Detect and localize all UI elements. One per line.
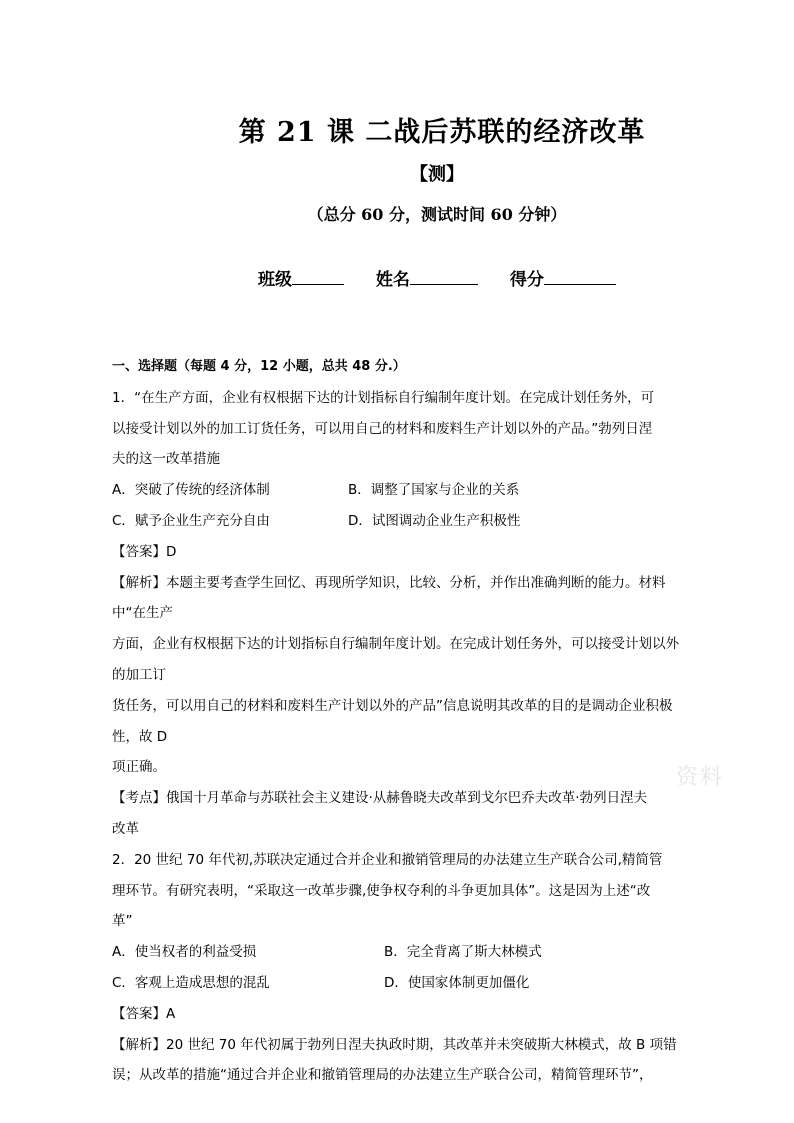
q1-options-row [112,506,684,537]
class-label: 班级 [258,270,292,290]
score-blank[interactable] [544,266,616,285]
name-label: 姓名 [375,270,410,290]
score-info: （总分 60 分，测试时间 60 分钟） [307,205,567,224]
q2-option-d: D．使国家体制更加僵化 [384,974,530,991]
q2-option-a: A．使当权者的利益受损 [112,944,257,961]
q1-analysis-line: 方面，企业有权根据下达的计划指标自行编制年度计划。在完成计划任务外，可以接受计划以外的加工订 [112,636,679,683]
score-label: 得分 [509,270,544,290]
q1-analysis-line: 【解析】本题主要考查学生回忆、再现所学知识，比较、分析，并作出准确判断的能力。材料中“在生产 [112,574,666,622]
page-subtitle: 【测】 [410,164,464,185]
name-blank[interactable] [410,266,478,285]
q1-stem-line: 1．“在生产方面，企业有权根据下达的计划指标自行编制年度计划。在完成计划任务外，可 [112,389,655,406]
q1-stem-line: 夫的这一改革措施 [112,451,220,468]
q2-stem-line: 革” [112,913,133,930]
q1-answer: 【答案】D [112,543,177,560]
q1-stem-line: 以接受计划以外的加工订货任务，可以用自己的材料和废料生产计划以外的产品。”勃列日涅 [112,420,653,437]
student-fields [258,265,616,290]
q1-option-d: D．试图调动企业生产积极性 [348,512,521,529]
q2-option-b: B．完全背离了斯大林模式 [384,944,542,961]
q2-analysis-line: 误；从改革的措施“通过合并企业和撤销管理局的办法建立生产联合公司，精简管理环节”， [112,1067,653,1084]
q2-analysis-line: 【解析】20 世纪 70 年代初属于勃列日涅夫执政时期，其改革并未突破斯大林模式，故 B 项错 [112,1036,677,1053]
watermark-text: 资料 [676,765,725,790]
q2-stem-line: 2．20 世纪 70 年代初,苏联决定通过合并企业和撤销管理局的办法建立生产联合公司,精简管 [112,851,663,868]
question-body [112,352,684,1091]
page-title: 第 21 课 二战后苏联的经济改革 [238,117,646,148]
q1-point-line: 改革 [112,820,139,837]
q1-options-row [112,475,684,506]
section-heading: 一、选择题（每题 4 分，12 小题，总共 48 分.） [112,359,406,374]
q2-option-c: C．客观上造成思想的混乱 [112,974,270,991]
q2-options-row [112,968,684,999]
q1-point-line: 【考点】俄国十月革命与苏联社会主义建设·从赫鲁晓夫改革到戈尔巴乔夫改革·勃列日涅夫 [112,790,648,807]
q2-options-row [112,937,684,968]
q2-answer: 【答案】A [112,1005,176,1022]
q1-option-a: A．突破了传统的经济体制 [112,482,270,499]
q1-option-c: C．赋予企业生产充分自由 [112,512,270,529]
q2-stem-line: 理环节。有研究表明，“采取这一改革步骤,使争权夺利的斗争更加具体”。这是因为上述“改 [112,882,651,899]
q1-analysis-line: 项正确。 [112,759,166,776]
class-blank[interactable] [292,266,344,285]
q1-option-b: B．调整了国家与企业的关系 [348,482,520,499]
q1-analysis-line: 货任务，可以用自己的材料和废料生产计划以外的产品”信息说明其改革的目的是调动企业积极性，故 D [112,697,673,745]
